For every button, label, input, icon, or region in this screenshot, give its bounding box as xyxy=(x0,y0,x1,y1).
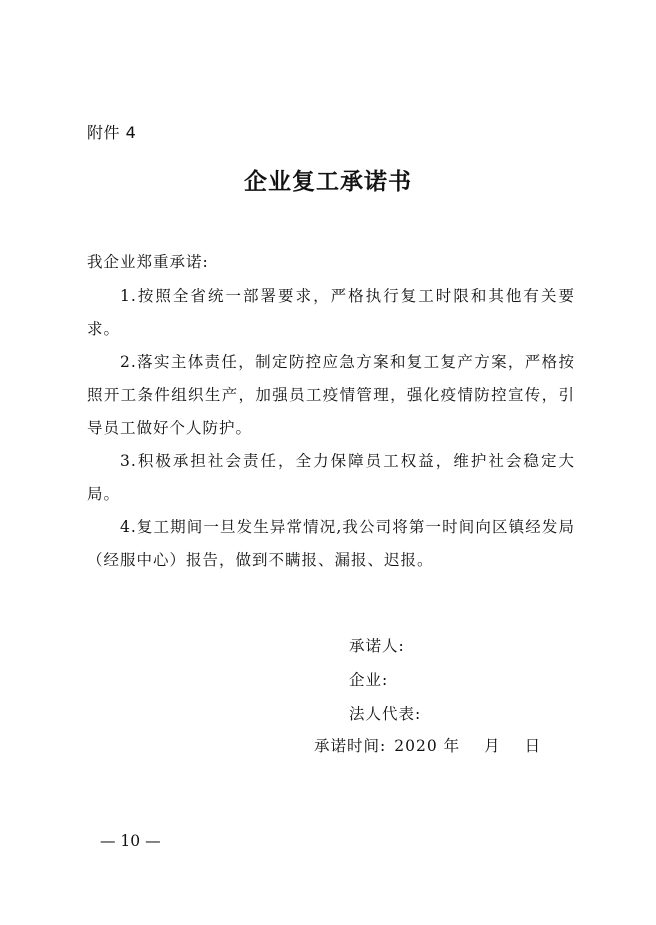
clause-4: 4.复工期间一旦发生异常情况,我公司将第一时间向区镇经发局（经服中心）报告，做到不瞒报、漏报、迟报。 xyxy=(87,518,575,569)
commitment-clauses xyxy=(87,280,575,577)
day-text: 日 xyxy=(524,737,542,755)
intro-text: 我企业郑重承诺: xyxy=(87,253,209,271)
document-title: 企业复工承诺书 xyxy=(244,168,412,195)
time-label: 承诺时间: xyxy=(314,737,387,755)
clause-3: 3.积极承担社会责任，全力保障员工权益，维护社会稳定大局。 xyxy=(87,452,575,503)
year-text: 2020 年 xyxy=(394,737,461,755)
company-label: 企业: xyxy=(349,671,389,689)
clause-2: 2.落实主体责任，制定防控应急方案和复工复产方案，严格按照开工条件组织生产，加强员工疫情管理，强化疫情防控宣传，引导员工做好个人防护。 xyxy=(87,353,575,437)
page-number: — 10 — xyxy=(100,832,161,850)
legal-rep-label: 法人代表: xyxy=(349,705,422,723)
attachment-label: 附件 4 xyxy=(87,123,137,142)
commitment-time-line xyxy=(314,734,541,756)
clause-1: 1.按照全省统一部署要求，严格执行复工时限和其他有关要求。 xyxy=(87,287,575,338)
promiser-label: 承诺人: xyxy=(349,637,405,655)
month-text: 月 xyxy=(484,737,501,755)
